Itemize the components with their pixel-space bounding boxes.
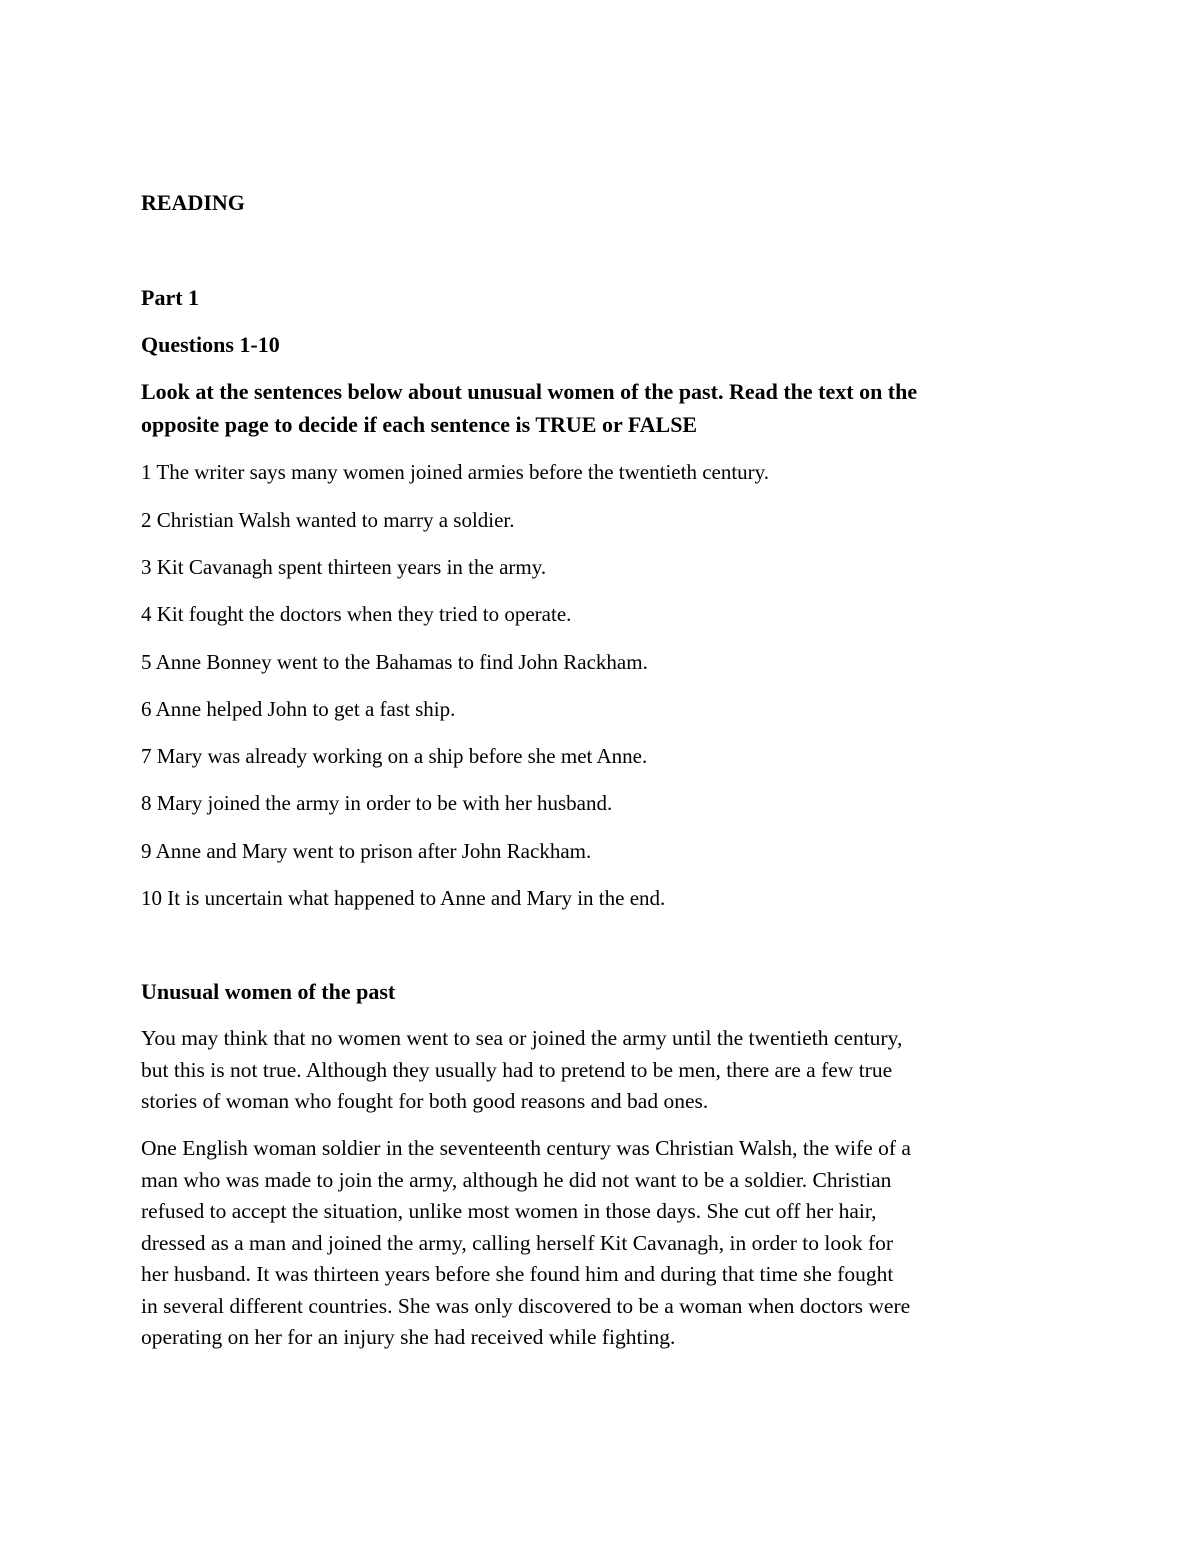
statement-item: 1 The writer says many women joined armies before the twentieth century. bbox=[141, 460, 770, 484]
paragraph-line: operating on her for an injury she had received while fighting. bbox=[141, 1325, 676, 1349]
paragraph-line: dressed as a man and joined the army, calling herself Kit Cavanagh, in order to look for bbox=[141, 1230, 894, 1255]
part-heading: Part 1 bbox=[141, 285, 200, 310]
text-paragraph bbox=[141, 1133, 911, 1354]
paragraph-line: in several different countries. She was only discovered to be a woman when doctors were bbox=[141, 1293, 911, 1318]
paragraph-line: but this is not true. Although they usually had to pretend to be men, there are a few true bbox=[141, 1057, 893, 1082]
text-title: Unusual women of the past bbox=[141, 979, 396, 1004]
statement-item: 6 Anne helped John to get a fast ship. bbox=[141, 697, 456, 721]
paragraph-line: One English woman soldier in the seventeenth century was Christian Walsh, the wife of a bbox=[141, 1136, 911, 1160]
paragraph-line: her husband. It was thirteen years before she found him and during that time she fought bbox=[141, 1262, 894, 1286]
statement-item: 4 Kit fought the doctors when they tried to operate. bbox=[141, 602, 572, 626]
statement-item: 8 Mary joined the army in order to be with her husband. bbox=[141, 791, 613, 815]
statement-item: 9 Anne and Mary went to prison after John Rackham. bbox=[141, 839, 592, 863]
statement-item: 2 Christian Walsh wanted to marry a soldier. bbox=[141, 508, 515, 532]
paragraph-line: You may think that no women went to sea or joined the army until the twentieth century, bbox=[141, 1026, 903, 1050]
instructions-line: opposite page to decide if each sentence is TRUE or FALSE bbox=[141, 412, 698, 437]
text-paragraph bbox=[141, 1023, 902, 1118]
section-heading: READING bbox=[141, 190, 245, 215]
questions-range-heading: Questions 1-10 bbox=[141, 332, 280, 357]
statement-item: 10 It is uncertain what happened to Anne and Mary in the end. bbox=[141, 886, 666, 910]
paragraph-line: refused to accept the situation, unlike most women in those days. She cut off her hair, bbox=[141, 1199, 877, 1223]
paragraph-line: stories of woman who fought for both good reasons and bad ones. bbox=[141, 1089, 709, 1113]
paragraph-line: man who was made to join the army, although he did not want to be a soldier. Christian bbox=[141, 1167, 892, 1192]
statement-item: 5 Anne Bonney went to the Bahamas to find John Rackham. bbox=[141, 650, 648, 674]
statement-item: 7 Mary was already working on a ship before she met Anne. bbox=[141, 744, 648, 768]
instructions-line: Look at the sentences below about unusual women of the past. Read the text on the bbox=[141, 379, 918, 404]
statement-item: 3 Kit Cavanagh spent thirteen years in the army. bbox=[141, 555, 547, 579]
